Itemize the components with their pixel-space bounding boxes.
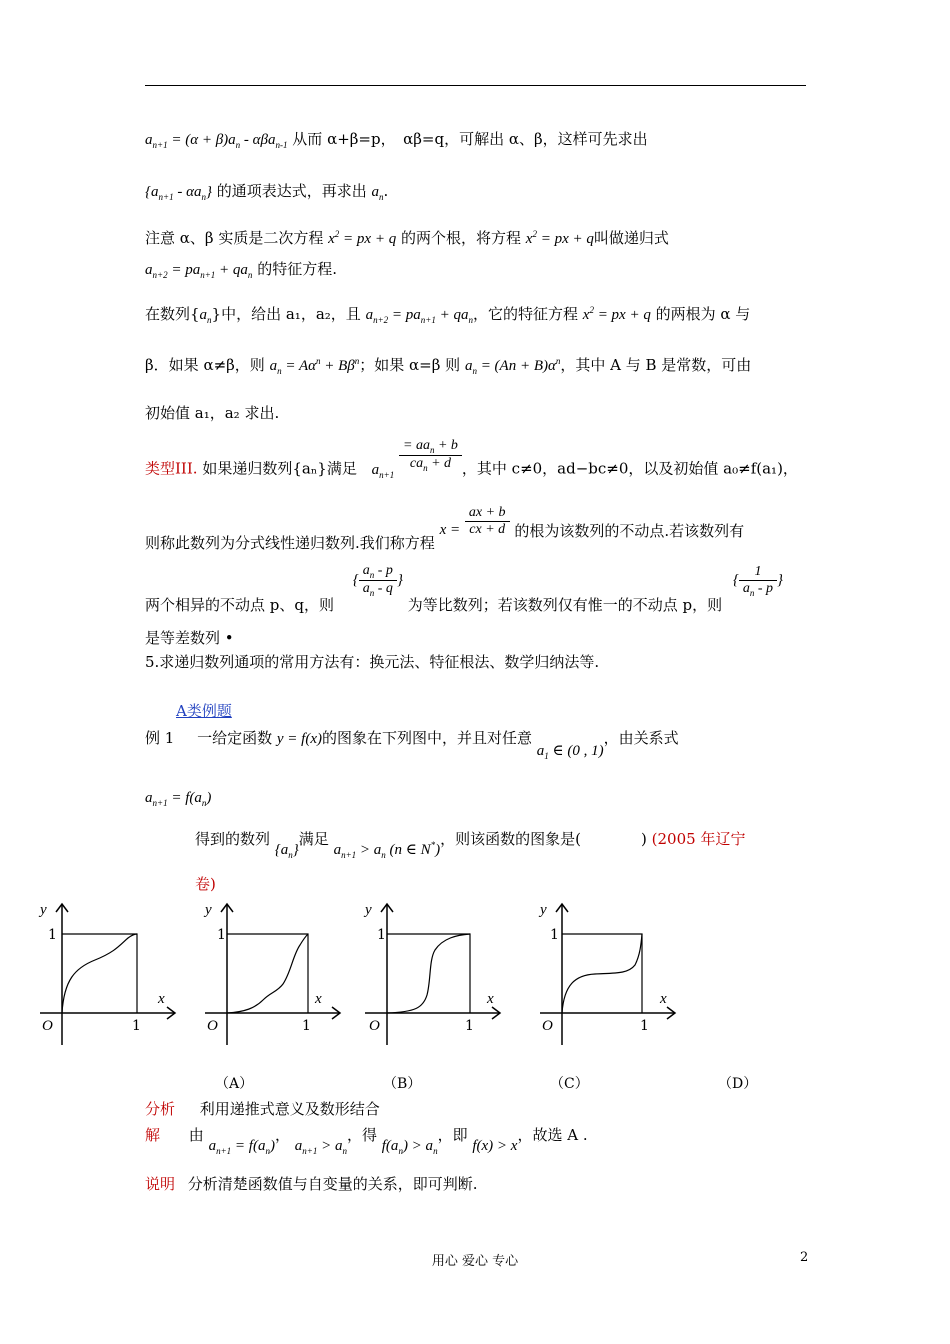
caption-b: （B） [383, 1076, 422, 1092]
graph-b[interactable] [205, 900, 355, 1060]
example1-text-a: 一给定函数 [197, 729, 273, 747]
type3-line3 [145, 563, 784, 614]
graph-d-one-y: 1 [550, 927, 559, 943]
para3-l1c: ，它的特征方程 [472, 305, 578, 323]
char-eq-2: $x^2$ = px + q [525, 229, 594, 247]
para2-text-a: 注意 α、β 实质是二次方程 [145, 229, 324, 247]
example1-rec: $a_{n+1} = f(a_n)$ [145, 790, 212, 808]
graph-d-origin: O [542, 1018, 553, 1034]
example1-text-b: 的图象在下列图中，并且对任意 [322, 729, 533, 747]
curve-d [562, 934, 642, 1013]
type3-lhs: $a_{n+1}$ [371, 461, 395, 480]
para3-eq2: $x^2$ = px + q [582, 305, 651, 323]
type3-l2b: 的根为该数列的不动点.若该数列有 [514, 521, 745, 540]
graph-a-one-y: 1 [48, 927, 57, 943]
caption-c: （C） [550, 1076, 589, 1092]
curve-b [227, 934, 308, 1013]
caption-a: （A） [215, 1076, 254, 1092]
analysis-label: 分析 [145, 1100, 176, 1118]
para3-l1a: 在数列{ [145, 305, 200, 323]
graph-d-y-label: y [540, 902, 547, 918]
example1-func: y = f(x) [276, 731, 322, 747]
arith-seq-expr: { $\frac{1}{a_n - p}$ } [732, 563, 784, 598]
footer-text: 用心 爱心 专心 [431, 1254, 519, 1269]
graph-d[interactable] [540, 900, 690, 1060]
example1-text-d: 得到的数列 [195, 830, 271, 848]
solution-f3: $f(a_n) > a_n$ [381, 1138, 438, 1156]
para3-line3: 初始值 a₁，a₂ 求出. [145, 404, 280, 422]
solution-line [145, 1124, 588, 1156]
type3-line4: 是等差数列 • [145, 629, 234, 647]
graph-a-origin: O [42, 1018, 53, 1034]
page-number: 2 [800, 1250, 809, 1265]
para2-line1 [145, 227, 669, 248]
graph-c-one-y: 1 [377, 927, 386, 943]
para3-l2c: ，其中 A 与 B 是常数，可由 [560, 356, 752, 374]
graph-d-svg [540, 900, 690, 1050]
graph-c-origin: O [369, 1018, 380, 1034]
example1-line3 [195, 828, 746, 860]
para1-formula3: $a_n$ [371, 184, 384, 202]
type3-l3b: 为等比数列；若该数列仅有惟一的不动点 p，则 [407, 595, 723, 614]
solution-f2: $a_{n+1} > a_n$ [294, 1138, 347, 1156]
graph-b-origin: O [207, 1018, 218, 1034]
para3-line2 [145, 354, 751, 376]
solution-f4: f(x) > x [472, 1138, 518, 1154]
type3-l3a: 两个相异的不动点 p、q，则 [145, 595, 334, 614]
solution-f1: $a_{n+1} = f(a_n)$ [208, 1138, 275, 1156]
solution-label: 解 [145, 1126, 161, 1144]
para2-text-c: 叫做递归式 [593, 229, 669, 247]
solution-text-b: ，得 [346, 1126, 377, 1144]
graph-c-y-label: y [365, 902, 372, 918]
para3-l1d: 的两根为 α 与 [655, 305, 751, 323]
type3-l2a: 则称此数列为分式线性递归数列.我们称方程 [145, 533, 435, 552]
graph-c-one-x: 1 [465, 1018, 474, 1034]
item5: 5.求递归数列通项的常用方法有：换元法、特征根法、数学归纳法等. [145, 653, 600, 671]
graph-c[interactable] [365, 900, 515, 1060]
recurrence-eq: $a_{n+2} = pa_{n+1} + qa_n$ [145, 262, 253, 280]
solution-text-c: ，即 [437, 1126, 468, 1144]
general-solution-distinct: $a_n = A\alpha^n + B\beta^n$ [269, 356, 360, 376]
graph-a[interactable] [40, 900, 190, 1060]
para2-text-b: 的两个根，将方程 [400, 229, 521, 247]
graph-c-x-label: x [487, 991, 494, 1007]
general-solution-repeated: $a_n = (An + B)\alpha^n$ [464, 356, 561, 376]
solution-text-d: ，故选 A . [517, 1126, 588, 1144]
example1-text-c: ，由关系式 [603, 729, 679, 747]
curve-c [387, 934, 470, 1013]
example1-line1 [145, 727, 679, 761]
type3-text-a: 如果递归数列{aₙ}满足 [202, 459, 357, 478]
fixed-point-x: x = [439, 521, 461, 538]
para1-text2: 的通项表达式，再求出 [216, 182, 367, 200]
type3-text-b: ，其中 c≠0，ad−bc≠0，以及初始值 a₀≠f(a₁)， [461, 459, 798, 478]
type3-label: 类型III. [145, 459, 198, 478]
para3-an: $a_n$ [199, 307, 212, 325]
unit-box [387, 934, 470, 1013]
para1-formula2: $\{a_{n+1} - \alpha a_n\}$ [145, 184, 212, 202]
graph-b-svg [205, 900, 355, 1050]
graph-b-one-y: 1 [217, 927, 226, 943]
unit-box [62, 934, 137, 1013]
graph-b-x-label: x [315, 991, 322, 1007]
para2-text-d: 的特征方程. [257, 260, 337, 278]
para3-l2a: β．如果 α≠β，则 [145, 356, 265, 374]
para1-line1 [145, 128, 648, 150]
graph-d-x-label: x [660, 991, 667, 1007]
graph-a-x-label: x [158, 991, 165, 1007]
example1-source: (2005 年辽宁 [651, 830, 746, 848]
graph-a-y-label: y [40, 902, 47, 918]
analysis-text: 利用递推式意义及数形结合 [199, 1100, 380, 1118]
example1-seq: $\{a_n\}$ [274, 842, 299, 860]
note-text: 分析清楚函数值与自变量的关系，即可判断. [187, 1175, 478, 1193]
solution-sep1: ， [274, 1126, 290, 1144]
para1-text3: . [383, 182, 389, 200]
type3-fraction: $\frac{= aa_n + b}{ca_n + d}$ [399, 438, 462, 473]
graph-a-svg [40, 900, 190, 1050]
type3-line1 [145, 438, 798, 487]
type3-line2 [145, 505, 745, 552]
example1-label: 例 1 [145, 729, 175, 747]
graph-b-one-x: 1 [302, 1018, 311, 1034]
graph-c-svg [365, 900, 515, 1050]
char-eq-1: $x^2$ = px + q [328, 229, 397, 247]
curve-a [62, 934, 137, 1013]
caption-d: （D） [718, 1076, 758, 1092]
geometric-seq-expr: { $\frac{a_n - p}{a_n - q}$ } [352, 563, 403, 598]
para3-line1 [145, 303, 750, 325]
graph-d-one-x: 1 [640, 1018, 649, 1034]
note-line [145, 1173, 478, 1194]
para1-line2 [145, 180, 388, 202]
para3-l2b: ；如果 α=β 则 [359, 356, 461, 374]
para1-text: 从而 α+β=p， αβ=q，可解出 α、β，这样可先求出 [292, 130, 648, 148]
section-link-a-examples[interactable]: A类例题 [176, 702, 232, 720]
unit-box [227, 934, 308, 1013]
graph-b-y-label: y [205, 902, 212, 918]
example1-text-e: 满足 [298, 830, 329, 848]
solution-text-a: 由 [188, 1126, 204, 1144]
fixed-point-fraction: $\frac{ax + b}{cx + d}$ [465, 505, 510, 538]
header-rule [145, 85, 806, 86]
example1-cond: $a_1$ ∈ (0 , 1) [536, 743, 604, 761]
example1-ineq: $a_{n+1} > a_n$ (n ∈ N*) [333, 840, 441, 860]
example1-source2: 卷) [195, 875, 216, 893]
para2-line2 [145, 258, 337, 280]
recurrence-formula: $a_{n+1} = (\alpha + \beta)a_n - \alpha\beta a_{n-1}$ [145, 132, 288, 150]
analysis-line [145, 1098, 380, 1119]
para3-eq: $a_{n+2} = pa_{n+1} + qa_n$ [365, 307, 473, 325]
graph-a-one-x: 1 [132, 1018, 141, 1034]
example1-text-f: ，则该函数的图象是( ) [440, 830, 647, 848]
note-label: 说明 [145, 1175, 176, 1193]
para3-l1b: }中，给出 a₁，a₂，且 [211, 305, 361, 323]
